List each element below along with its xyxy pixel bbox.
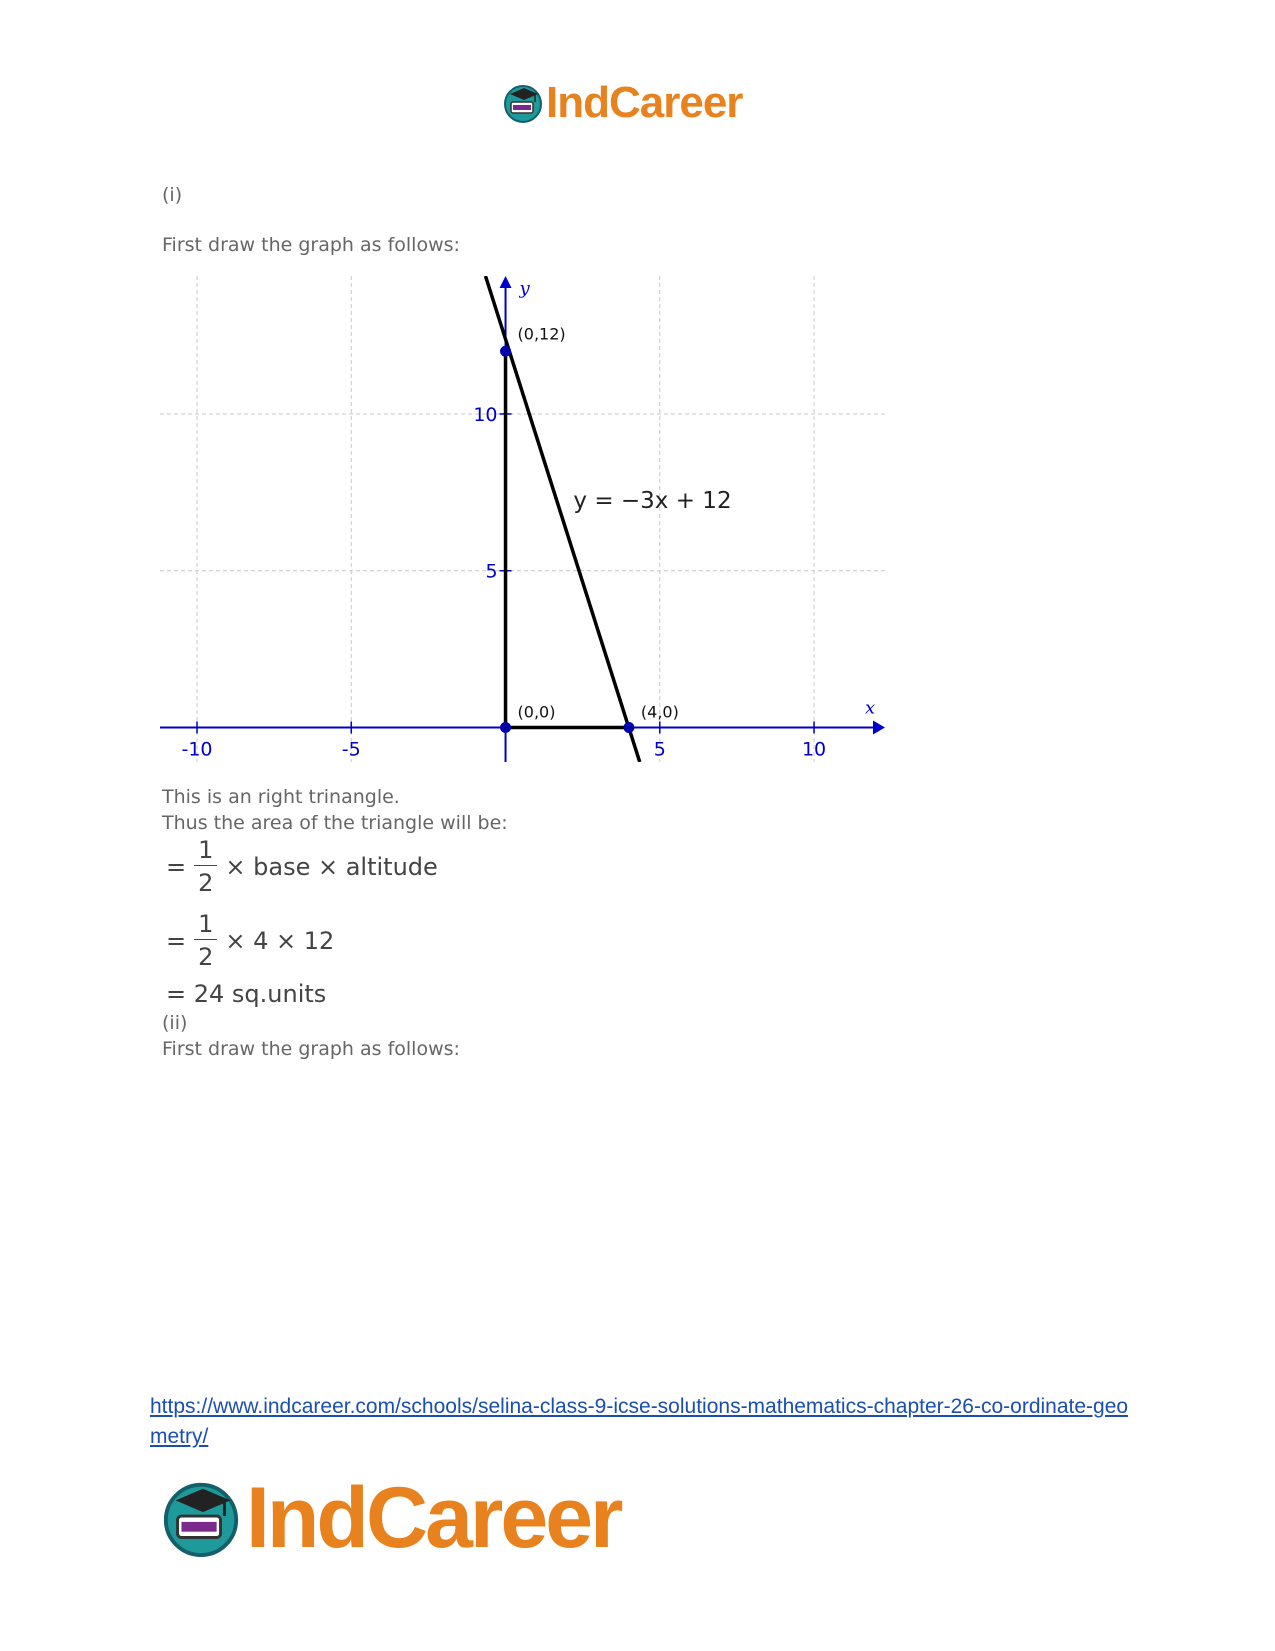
part-i-instruction: First draw the graph as follows: [162, 234, 460, 256]
source-url-link[interactable]: https://www.indcareer.com/schools/selina-class-9-icse-solutions-mathematics-chapter-26-co-ordinate-geometry/ [150, 1395, 1129, 1448]
area-step-2 [166, 912, 334, 969]
formula-rest: × base × altitude [225, 852, 438, 881]
logo-text: IndCareer [246, 1469, 621, 1566]
fraction-numerator: 1 [194, 838, 217, 866]
x-axis-arrow [873, 721, 885, 735]
fraction-numerator: 1 [194, 912, 217, 940]
data-point [500, 346, 511, 357]
y-tick-label: 10 [473, 403, 498, 426]
x-axis-label: x [865, 697, 876, 719]
area-result: = 24 sq.units [166, 980, 327, 1008]
data-point [623, 722, 634, 733]
fraction-half [194, 912, 217, 969]
x-tick-label: 5 [653, 738, 666, 761]
conclusion-line-2: Thus the area of the triangle will be: [162, 812, 508, 834]
logo-icon [502, 82, 544, 124]
x-tick-label: -5 [341, 738, 361, 761]
fraction-denominator: 2 [198, 943, 214, 971]
x-tick-label: -10 [181, 738, 213, 761]
point-label: (0,0) [517, 702, 556, 722]
coordinate-graph [160, 276, 885, 762]
y-axis-label: y [519, 278, 530, 299]
point-label: (4,0) [640, 702, 679, 722]
fraction-denominator: 2 [198, 869, 214, 897]
equals-sign: = [166, 852, 187, 881]
point-label: (0,12) [517, 324, 566, 344]
header-logo [502, 74, 742, 132]
part-ii-instruction: First draw the graph as follows: [162, 1038, 460, 1060]
formula-rest: × 4 × 12 [225, 926, 335, 955]
part-i-label: (i) [162, 184, 183, 206]
y-tick-label: 5 [485, 560, 498, 583]
x-tick-label: 10 [801, 738, 827, 761]
area-step-1 [166, 838, 438, 895]
logo-icon [160, 1477, 242, 1559]
data-point [500, 722, 511, 733]
footer-logo [160, 1468, 621, 1568]
conclusion-line-1: This is an right trinangle. [162, 786, 400, 808]
line-equation-label: y = −3x + 12 [573, 488, 732, 515]
logo-text: IndCareer [546, 78, 743, 127]
fraction-half [194, 838, 217, 895]
part-ii-label: (ii) [162, 1012, 188, 1034]
y-axis-arrow [500, 276, 512, 288]
equals-sign: = [166, 926, 187, 955]
